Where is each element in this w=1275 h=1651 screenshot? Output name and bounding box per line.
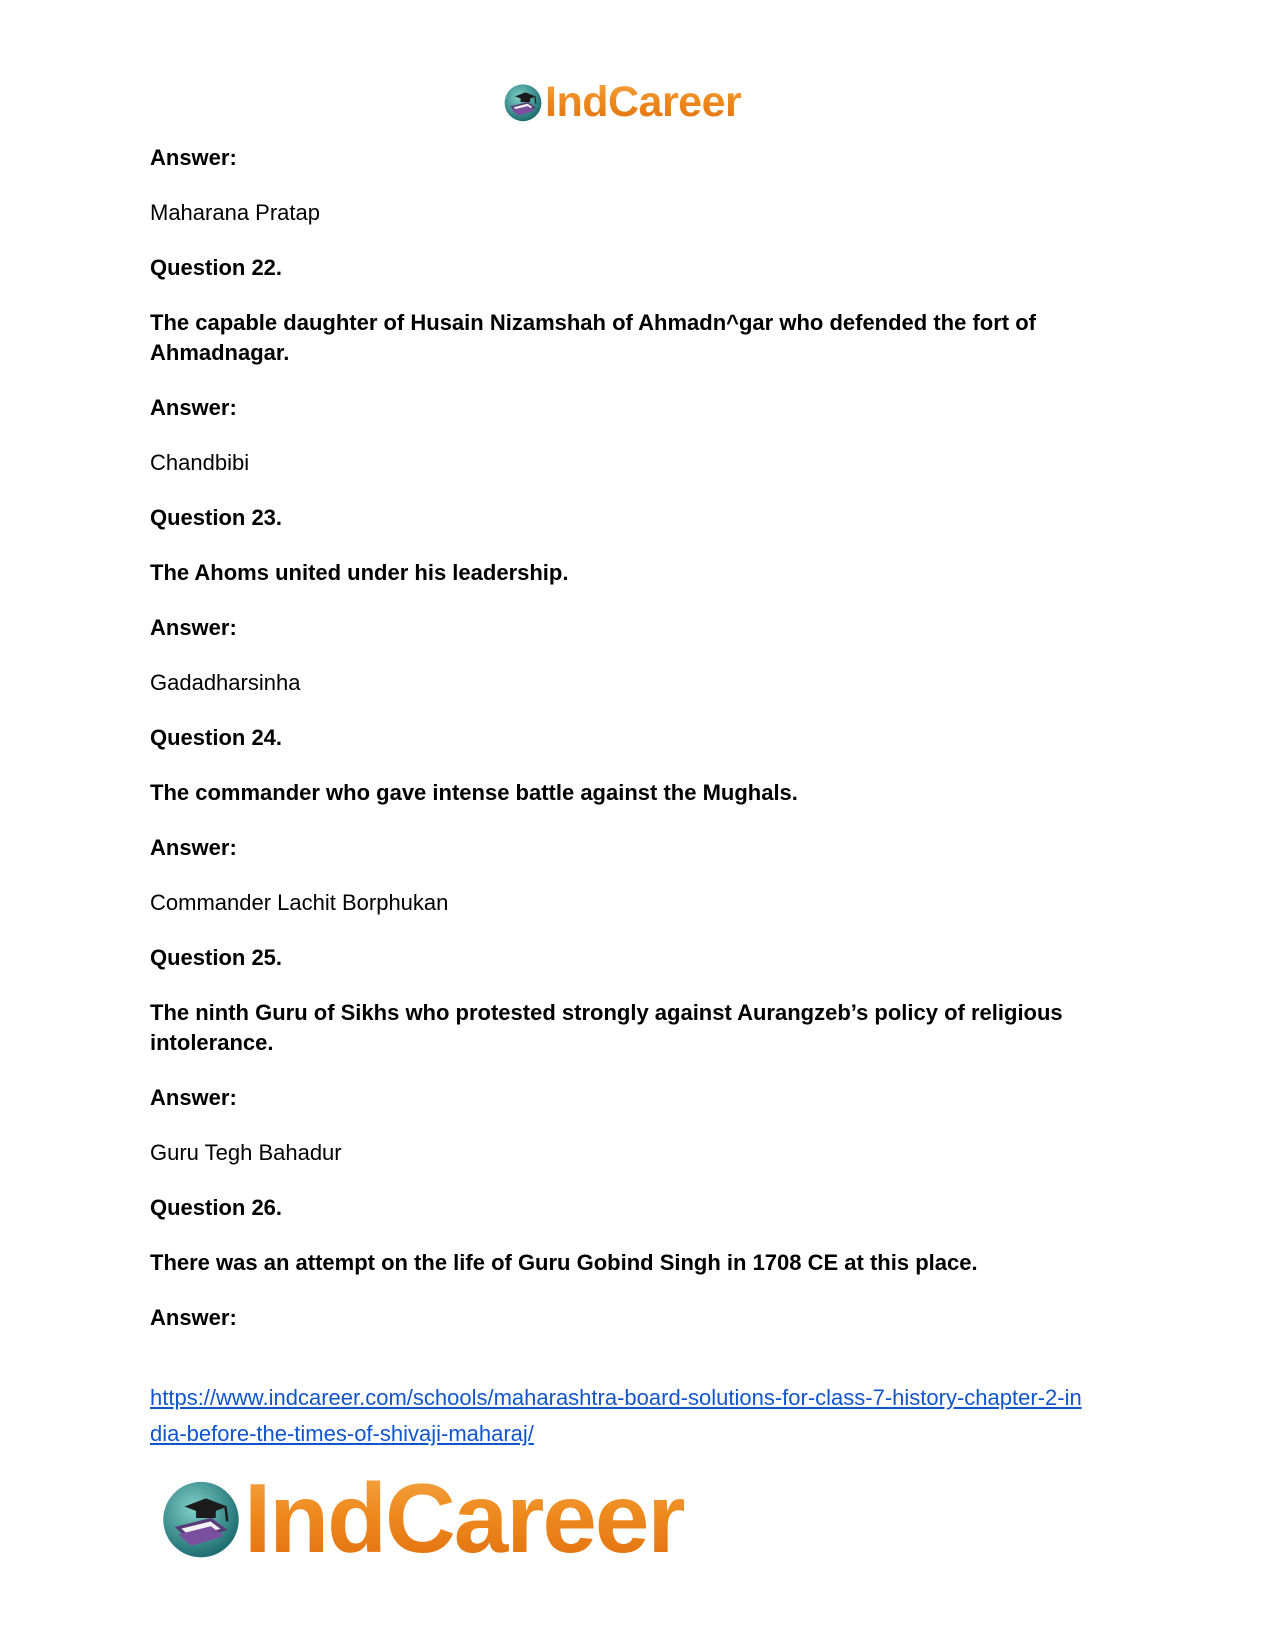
question-text: The Ahoms united under his leadership. <box>150 560 569 585</box>
header-logo-text: IndCareer <box>545 78 742 126</box>
footer-logo <box>160 1463 684 1573</box>
question-text: There was an attempt on the life of Guru Gobind Singh in 1708 CE at this place. <box>150 1250 978 1275</box>
question-number: Question 24. <box>150 725 283 750</box>
answer-label: Answer: <box>150 145 237 170</box>
answer-text: Gadadharsinha <box>150 670 301 695</box>
document-body <box>150 143 1140 1358</box>
answer-label: Answer: <box>150 395 237 420</box>
answer-text: Maharana Pratap <box>150 200 320 225</box>
answer-text: Guru Tegh Bahadur <box>150 1140 342 1165</box>
header-logo <box>503 76 741 128</box>
source-link-block <box>150 1380 1150 1452</box>
question-number: Question 25. <box>150 945 283 970</box>
question-number: Question 22. <box>150 255 283 280</box>
question-text: The ninth Guru of Sikhs who protested strongly against Aurangzeb’s policy of religious intolerance. <box>150 1000 1063 1055</box>
question-number: Question 26. <box>150 1195 283 1220</box>
footer-logo-text: IndCareer <box>244 1463 684 1573</box>
answer-text: Commander Lachit Borphukan <box>150 890 449 915</box>
graduation-book-icon <box>503 82 543 122</box>
question-number: Question 23. <box>150 505 283 530</box>
answer-text: Chandbibi <box>150 450 250 475</box>
question-text: The capable daughter of Husain Nizamshah of Ahmadn^gar who defended the fort of Ahmadnagar. <box>150 310 1036 365</box>
answer-label: Answer: <box>150 615 237 640</box>
source-link-line-1[interactable]: https://www.indcareer.com/schools/maharashtra-board-solutions-for-class-7-history-chapter-2-in <box>150 1385 1082 1410</box>
source-link-line-2[interactable]: dia-before-the-times-of-shivaji-maharaj/ <box>150 1421 534 1446</box>
answer-label: Answer: <box>150 835 237 860</box>
question-text: The commander who gave intense battle against the Mughals. <box>150 780 798 805</box>
answer-label: Answer: <box>150 1085 237 1110</box>
graduation-book-icon <box>160 1477 242 1559</box>
answer-label: Answer: <box>150 1305 237 1330</box>
